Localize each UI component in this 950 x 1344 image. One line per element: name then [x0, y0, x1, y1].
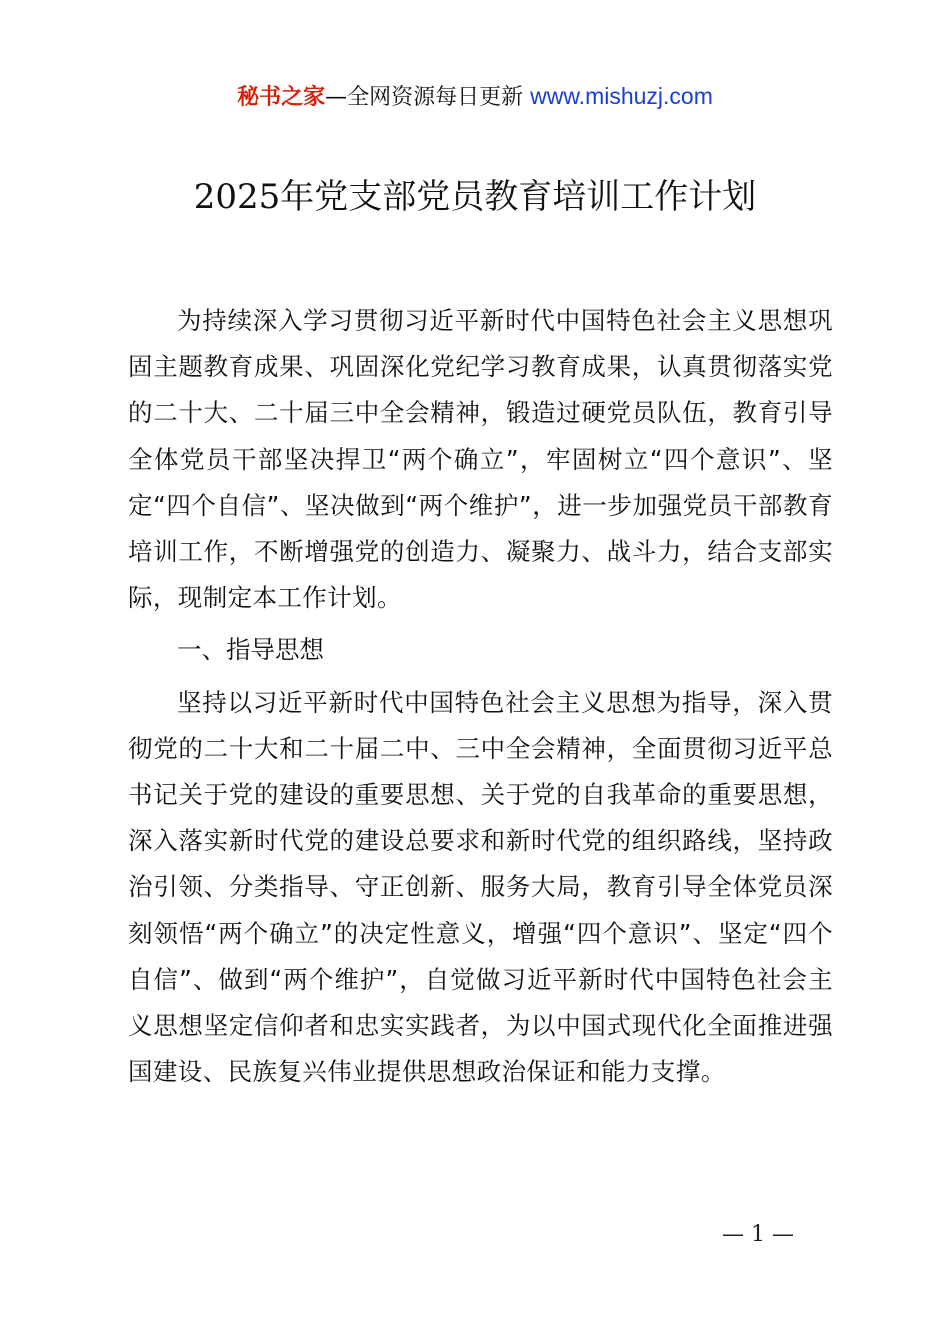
section-paragraph-guiding-thought: 坚持以习近平新时代中国特色社会主义思想为指导，深入贯彻党的二十大和二十届二中、三中全会精神，全面贯彻习近平总书记关于党的建设的重要思想、关于党的自我革命的重要思想，深入落实新时代党的建设总要求和新时代党的组织路线，坚持政治引领、分类指导、守正创新、服务大局，教育引导全体党员深刻领悟“两个确立”的决定性意义，增强“四个意识”、坚定“四个自信”、做到“两个维护”，自觉做习近平新时代中国特色社会主义思想坚定信仰者和忠实实践者，为以中国式现代化全面推进强国建设、民族复兴伟业提供思想政治保证和能力支撑。 — [128, 687, 833, 1087]
site-tagline: —全网资源每日更新 — [325, 85, 524, 110]
site-brand: 秘书之家 — [237, 85, 326, 110]
site-url[interactable]: www.mishuzj.com — [530, 83, 713, 109]
document-title: 2025年党支部党员教育培训工作计划 — [193, 177, 757, 217]
page-number: — 1 — — [722, 1222, 794, 1247]
intro-paragraph: 为持续深入学习贯彻习近平新时代中国特色社会主义思想巩固主题教育成果、巩固深化党纪学习教育成果，认真贯彻落实党的二十大、二十届三中全会精神，锻造过硬党员队伍，教育引导全体党员干部坚决捍卫“两个确立”，牢固树立“四个意识”、坚定“四个自信”、坚决做到“两个维护”，进一步加强党员干部教育培训工作，不断增强党的创造力、凝聚力、战斗力，结合支部实际，现制定本工作计划。 — [128, 306, 833, 613]
section-heading-guiding-thought: 一、指导思想 — [177, 635, 324, 665]
site-header — [0, 80, 950, 114]
document-body — [128, 298, 833, 1095]
